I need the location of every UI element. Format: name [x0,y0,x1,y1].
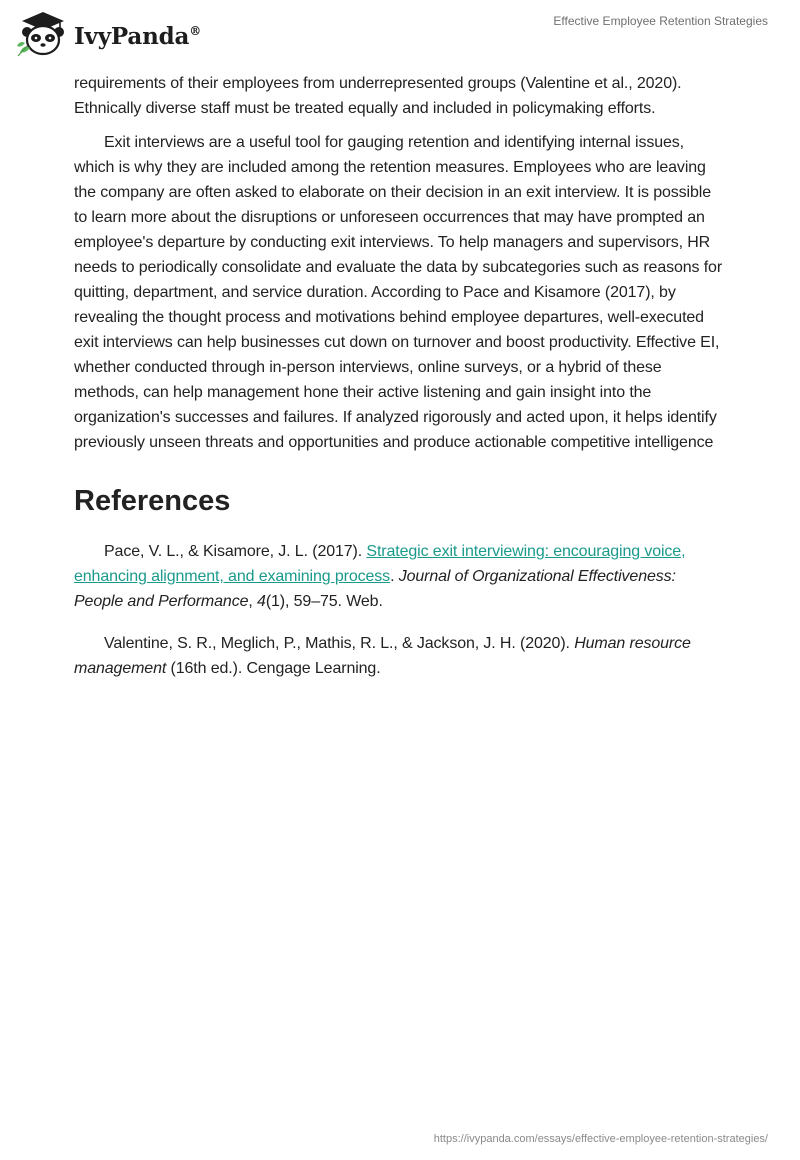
reference-journal: Journal of Organizational Effectiveness: People and Performance [74,568,676,610]
body-paragraph: requirements of their employees from underrepresented groups (Valentine et al., 2020). Ethnically diverse staff must be treated equally and included in policymaking efforts. [74,75,682,117]
reference-entry [74,631,726,681]
body-paragraph: Exit interviews are a useful tool for gauging retention and identifying internal issues, which is why they are included among the retention measures. Employees who are leaving the company are often asked to elaborate on their decision in an exit interview. It is possible to learn more about the disruptions or unforeseen occurrences that may have prompted an employee's departure by conducting exit interviews. To help managers and supervisors, HR needs to periodically consolidate and evaluate the data by subcategories such as reasons for quitting, department, and service duration. According to Pace and Kisamore (2017), by revealing the thought process and motivations behind employee departures, well-executed exit interviews can help businesses cut down on turnover and boost productivity. Effective EI, whether conducted through in-person interviews, online surveys, or a hybrid of these methods, can help management hone their active listening and gain insight into the organization's successes and failures. If analyzed rigorously and acted upon, it helps identify previously unseen threats and opportunities and produce actionable competitive intelligence [74,134,723,451]
footer-url[interactable]: https://ivypanda.com/essays/effective-employee-retention-strategies/ [433,1133,768,1145]
reference-link[interactable]: Strategic exit interviewing: encouraging voice, enhancing alignment, and examining process [74,543,686,585]
references-heading: References [74,485,231,517]
logo-wordmark: IvyPanda® [74,22,201,50]
reference-authors: Pace, V. L., & Kisamore, J. L. (2017). [104,543,367,560]
reference-entry [74,539,726,614]
document-title: Effective Employee Retention Strategies [553,14,768,28]
reference-title: Human resource management [74,635,691,677]
essay-content [74,71,726,698]
page-header [0,0,800,70]
reference-pages: (1), 59–75. Web. [265,593,383,610]
reference-volume: 4 [257,593,266,610]
reference-authors: Valentine, S. R., Meglich, P., Mathis, R. L., & Jackson, J. H. (2020). [104,635,575,652]
ivypanda-logo[interactable] [14,8,214,58]
panda-logo-icon [14,8,70,58]
reference-publisher: (16th ed.). Cengage Learning. [166,660,381,677]
reference-punct: , [248,593,258,610]
reference-punct: . [390,568,399,585]
